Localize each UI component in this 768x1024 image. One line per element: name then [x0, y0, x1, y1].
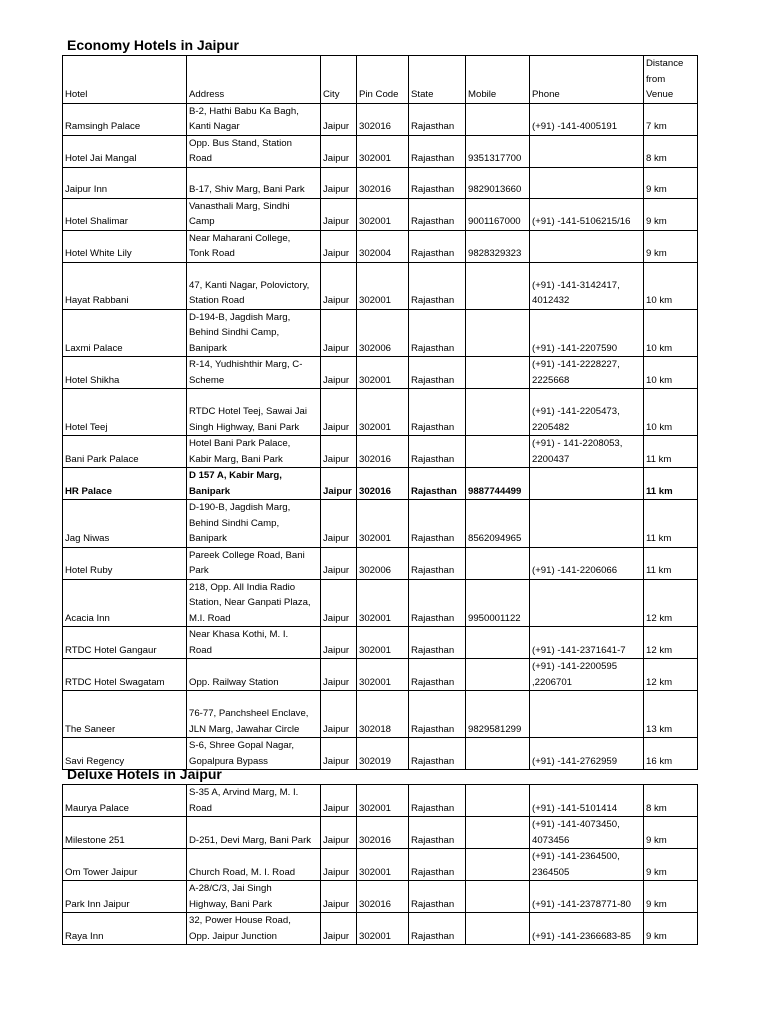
- cell-state: Rajasthan: [409, 659, 466, 691]
- cell-address: S-35 A, Arvind Marg, M. I. Road: [187, 785, 321, 817]
- cell-distance: 16 km: [644, 738, 698, 770]
- table-row: [63, 785, 698, 817]
- cell-distance: 10 km: [644, 357, 698, 389]
- cell-address: D-190-B, Jagdish Marg, Behind Sindhi Camp, Banipark: [187, 500, 321, 548]
- cell-city: Jaipur: [321, 627, 357, 659]
- cell-phone: [530, 468, 644, 500]
- cell-state: Rajasthan: [409, 436, 466, 468]
- cell-city: Jaipur: [321, 785, 357, 817]
- cell-pin: 302004: [357, 230, 409, 262]
- cell-pin: 302001: [357, 579, 409, 627]
- cell-city: Jaipur: [321, 913, 357, 945]
- table-row: [63, 389, 698, 436]
- cell-city: Jaipur: [321, 436, 357, 468]
- table-row: [63, 103, 698, 135]
- cell-pin: 302018: [357, 691, 409, 738]
- cell-pin: 302019: [357, 738, 409, 770]
- cell-state: Rajasthan: [409, 135, 466, 167]
- cell-pin: 302001: [357, 913, 409, 945]
- cell-mobile: [466, 627, 530, 659]
- cell-phone: [530, 135, 644, 167]
- cell-phone: (+91) -141-2378771-80: [530, 881, 644, 913]
- cell-distance: 11 km: [644, 547, 698, 579]
- cell-address: Church Road, M. I. Road: [187, 849, 321, 881]
- table-row: [63, 547, 698, 579]
- cell-state: Rajasthan: [409, 103, 466, 135]
- cell-city: Jaipur: [321, 198, 357, 230]
- cell-city: Jaipur: [321, 691, 357, 738]
- cell-pin: 302016: [357, 436, 409, 468]
- table-row: [63, 436, 698, 468]
- table-row: [63, 881, 698, 913]
- cell-city: Jaipur: [321, 135, 357, 167]
- cell-pin: 302016: [357, 103, 409, 135]
- header-hotel: Hotel: [63, 56, 187, 104]
- cell-state: Rajasthan: [409, 389, 466, 436]
- cell-mobile: [466, 309, 530, 357]
- cell-distance: 11 km: [644, 500, 698, 548]
- cell-address: RTDC Hotel Teej, Sawai Jai Singh Highway, Bani Park: [187, 389, 321, 436]
- cell-city: Jaipur: [321, 357, 357, 389]
- cell-city: Jaipur: [321, 659, 357, 691]
- cell-phone: [530, 500, 644, 548]
- cell-distance: 10 km: [644, 309, 698, 357]
- cell-address: Near Maharani College, Tonk Road: [187, 230, 321, 262]
- cell-hotel: RTDC Hotel Swagatam: [63, 659, 187, 691]
- cell-state: Rajasthan: [409, 817, 466, 849]
- cell-address: Opp. Bus Stand, Station Road: [187, 135, 321, 167]
- cell-distance: 10 km: [644, 389, 698, 436]
- cell-city: Jaipur: [321, 849, 357, 881]
- cell-pin: 302001: [357, 849, 409, 881]
- cell-hotel: HR Palace: [63, 468, 187, 500]
- cell-pin: 302001: [357, 135, 409, 167]
- deluxe-section-title: Deluxe Hotels in Jaipur: [67, 766, 222, 782]
- cell-state: Rajasthan: [409, 579, 466, 627]
- cell-pin: 302001: [357, 627, 409, 659]
- header-phone: Phone: [530, 56, 644, 104]
- cell-mobile: 9887744499: [466, 468, 530, 500]
- cell-mobile: 8562094965: [466, 500, 530, 548]
- table-row: [63, 198, 698, 230]
- economy-table-body: [63, 103, 698, 770]
- cell-state: Rajasthan: [409, 913, 466, 945]
- cell-address: 47, Kanti Nagar, Polovictory, Station Road: [187, 262, 321, 309]
- cell-state: Rajasthan: [409, 198, 466, 230]
- cell-distance: 11 km: [644, 468, 698, 500]
- cell-state: Rajasthan: [409, 230, 466, 262]
- deluxe-hotels-table: [62, 784, 698, 945]
- cell-hotel: Hayat Rabbani: [63, 262, 187, 309]
- cell-mobile: [466, 849, 530, 881]
- cell-phone: (+91) -141-2228227, 2225668: [530, 357, 644, 389]
- cell-mobile: [466, 738, 530, 770]
- cell-mobile: [466, 436, 530, 468]
- cell-mobile: [466, 785, 530, 817]
- cell-hotel: Ramsingh Palace: [63, 103, 187, 135]
- table-row: [63, 627, 698, 659]
- cell-distance: 8 km: [644, 785, 698, 817]
- cell-city: Jaipur: [321, 230, 357, 262]
- cell-mobile: [466, 547, 530, 579]
- table-row: [63, 691, 698, 738]
- table-row: [63, 849, 698, 881]
- cell-state: Rajasthan: [409, 309, 466, 357]
- cell-address: 76-77, Panchsheel Enclave, JLN Marg, Jawahar Circle: [187, 691, 321, 738]
- cell-address: 218, Opp. All India Radio Station, Near Ganpati Plaza, M.I. Road: [187, 579, 321, 627]
- cell-pin: 302001: [357, 659, 409, 691]
- cell-state: Rajasthan: [409, 547, 466, 579]
- table-row: [63, 309, 698, 357]
- cell-address: Pareek College Road, Bani Park: [187, 547, 321, 579]
- cell-mobile: [466, 881, 530, 913]
- cell-city: Jaipur: [321, 167, 357, 198]
- economy-section-title: Economy Hotels in Jaipur: [67, 37, 239, 53]
- cell-distance: 11 km: [644, 436, 698, 468]
- header-pin-code: Pin Code: [357, 56, 409, 104]
- cell-address: Hotel Bani Park Palace, Kabir Marg, Bani Park: [187, 436, 321, 468]
- cell-hotel: Acacia Inn: [63, 579, 187, 627]
- cell-hotel: Milestone 251: [63, 817, 187, 849]
- cell-city: Jaipur: [321, 468, 357, 500]
- cell-state: Rajasthan: [409, 691, 466, 738]
- cell-distance: 8 km: [644, 135, 698, 167]
- cell-distance: 9 km: [644, 167, 698, 198]
- cell-state: Rajasthan: [409, 627, 466, 659]
- cell-state: Rajasthan: [409, 167, 466, 198]
- cell-distance: 9 km: [644, 849, 698, 881]
- cell-city: Jaipur: [321, 103, 357, 135]
- cell-distance: 12 km: [644, 627, 698, 659]
- economy-hotels-table: [62, 55, 698, 770]
- cell-phone: (+91) -141-2762959: [530, 738, 644, 770]
- cell-hotel: Park Inn Jaipur: [63, 881, 187, 913]
- cell-distance: 10 km: [644, 262, 698, 309]
- cell-address: 32, Power House Road, Opp. Jaipur Junction: [187, 913, 321, 945]
- table-row: [63, 468, 698, 500]
- cell-hotel: Hotel Shalimar: [63, 198, 187, 230]
- table-row: [63, 817, 698, 849]
- cell-address: D 157 A, Kabir Marg, Banipark: [187, 468, 321, 500]
- cell-hotel: Om Tower Jaipur: [63, 849, 187, 881]
- cell-mobile: [466, 659, 530, 691]
- cell-hotel: Hotel Shikha: [63, 357, 187, 389]
- table-row: [63, 659, 698, 691]
- cell-phone: [530, 230, 644, 262]
- cell-phone: (+91) -141-5106215/16: [530, 198, 644, 230]
- cell-distance: 9 km: [644, 817, 698, 849]
- header-address: Address: [187, 56, 321, 104]
- cell-state: Rajasthan: [409, 500, 466, 548]
- table-row: [63, 579, 698, 627]
- cell-hotel: Hotel Ruby: [63, 547, 187, 579]
- cell-pin: 302016: [357, 881, 409, 913]
- cell-mobile: [466, 262, 530, 309]
- cell-pin: 302006: [357, 309, 409, 357]
- cell-address: Opp. Railway Station: [187, 659, 321, 691]
- deluxe-table-body: [63, 785, 698, 945]
- cell-state: Rajasthan: [409, 468, 466, 500]
- cell-mobile: [466, 817, 530, 849]
- cell-phone: [530, 691, 644, 738]
- cell-city: Jaipur: [321, 389, 357, 436]
- cell-pin: 302001: [357, 198, 409, 230]
- cell-city: Jaipur: [321, 262, 357, 309]
- cell-phone: (+91) -141-2206066: [530, 547, 644, 579]
- table-row: [63, 500, 698, 548]
- cell-distance: 7 km: [644, 103, 698, 135]
- table-row: [63, 738, 698, 770]
- cell-city: Jaipur: [321, 500, 357, 548]
- cell-city: Jaipur: [321, 738, 357, 770]
- table-row: [63, 167, 698, 198]
- cell-mobile: 9351317700: [466, 135, 530, 167]
- cell-address: A-28/C/3, Jai Singh Highway, Bani Park: [187, 881, 321, 913]
- table-row: [63, 357, 698, 389]
- cell-phone: (+91) -141-2364500, 2364505: [530, 849, 644, 881]
- cell-distance: 13 km: [644, 691, 698, 738]
- cell-city: Jaipur: [321, 547, 357, 579]
- cell-state: Rajasthan: [409, 738, 466, 770]
- cell-distance: 12 km: [644, 659, 698, 691]
- table-row: [63, 262, 698, 309]
- cell-pin: 302001: [357, 389, 409, 436]
- table-row: [63, 913, 698, 945]
- cell-hotel: Hotel White Lily: [63, 230, 187, 262]
- cell-city: Jaipur: [321, 817, 357, 849]
- cell-mobile: 9828329323: [466, 230, 530, 262]
- header-city: City: [321, 56, 357, 104]
- cell-address: B-2, Hathi Babu Ka Bagh, Kanti Nagar: [187, 103, 321, 135]
- cell-address: D-251, Devi Marg, Bani Park: [187, 817, 321, 849]
- cell-phone: (+91) -141-2366683-85: [530, 913, 644, 945]
- cell-state: Rajasthan: [409, 785, 466, 817]
- cell-hotel: Raya Inn: [63, 913, 187, 945]
- cell-hotel: Jaipur Inn: [63, 167, 187, 198]
- cell-hotel: Hotel Jai Mangal: [63, 135, 187, 167]
- cell-hotel: Jag Niwas: [63, 500, 187, 548]
- cell-address: D-194-B, Jagdish Marg, Behind Sindhi Camp, Banipark: [187, 309, 321, 357]
- cell-address: Vanasthali Marg, Sindhi Camp: [187, 198, 321, 230]
- cell-address: Near Khasa Kothi, M. I. Road: [187, 627, 321, 659]
- cell-pin: 302016: [357, 468, 409, 500]
- cell-mobile: 9950001122: [466, 579, 530, 627]
- cell-state: Rajasthan: [409, 849, 466, 881]
- cell-phone: (+91) -141-2200595 ,2206701: [530, 659, 644, 691]
- cell-mobile: [466, 357, 530, 389]
- cell-pin: 302001: [357, 357, 409, 389]
- header-mobile: Mobile: [466, 56, 530, 104]
- cell-hotel: RTDC Hotel Gangaur: [63, 627, 187, 659]
- cell-distance: 9 km: [644, 913, 698, 945]
- cell-mobile: [466, 103, 530, 135]
- cell-state: Rajasthan: [409, 262, 466, 309]
- cell-hotel: The Saneer: [63, 691, 187, 738]
- cell-distance: 9 km: [644, 881, 698, 913]
- cell-city: Jaipur: [321, 309, 357, 357]
- cell-mobile: 9829013660: [466, 167, 530, 198]
- cell-hotel: Hotel Teej: [63, 389, 187, 436]
- cell-phone: (+91) -141-3142417, 4012432: [530, 262, 644, 309]
- cell-city: Jaipur: [321, 579, 357, 627]
- cell-hotel: Savi Regency: [63, 738, 187, 770]
- cell-state: Rajasthan: [409, 881, 466, 913]
- cell-phone: (+91) -141-5101414: [530, 785, 644, 817]
- cell-hotel: Bani Park Palace: [63, 436, 187, 468]
- table-row: [63, 230, 698, 262]
- cell-state: Rajasthan: [409, 357, 466, 389]
- cell-pin: 302016: [357, 817, 409, 849]
- cell-pin: 302001: [357, 262, 409, 309]
- table-row: [63, 135, 698, 167]
- cell-pin: 302006: [357, 547, 409, 579]
- cell-hotel: Laxmi Palace: [63, 309, 187, 357]
- header-distance: Distance from Venue: [644, 56, 698, 104]
- cell-address: S-6, Shree Gopal Nagar, Gopalpura Bypass: [187, 738, 321, 770]
- header-state: State: [409, 56, 466, 104]
- cell-pin: 302001: [357, 500, 409, 548]
- cell-city: Jaipur: [321, 881, 357, 913]
- cell-mobile: 9001167000: [466, 198, 530, 230]
- cell-phone: (+91) -141-4005191: [530, 103, 644, 135]
- cell-mobile: 9829581299: [466, 691, 530, 738]
- cell-distance: 9 km: [644, 198, 698, 230]
- cell-phone: (+91) -141-2207590: [530, 309, 644, 357]
- cell-phone: (+91) - 141-2208053, 2200437: [530, 436, 644, 468]
- cell-mobile: [466, 913, 530, 945]
- cell-phone: [530, 167, 644, 198]
- cell-address: R-14, Yudhishthir Marg, C- Scheme: [187, 357, 321, 389]
- cell-phone: (+91) -141-2205473, 2205482: [530, 389, 644, 436]
- cell-phone: (+91) -141-2371641-7: [530, 627, 644, 659]
- cell-pin: 302001: [357, 785, 409, 817]
- cell-mobile: [466, 389, 530, 436]
- cell-distance: 9 km: [644, 230, 698, 262]
- cell-distance: 12 km: [644, 579, 698, 627]
- cell-pin: 302016: [357, 167, 409, 198]
- cell-phone: (+91) -141-4073450, 4073456: [530, 817, 644, 849]
- table-header-row: [63, 56, 698, 104]
- cell-address: B-17, Shiv Marg, Bani Park: [187, 167, 321, 198]
- cell-phone: [530, 579, 644, 627]
- cell-hotel: Maurya Palace: [63, 785, 187, 817]
